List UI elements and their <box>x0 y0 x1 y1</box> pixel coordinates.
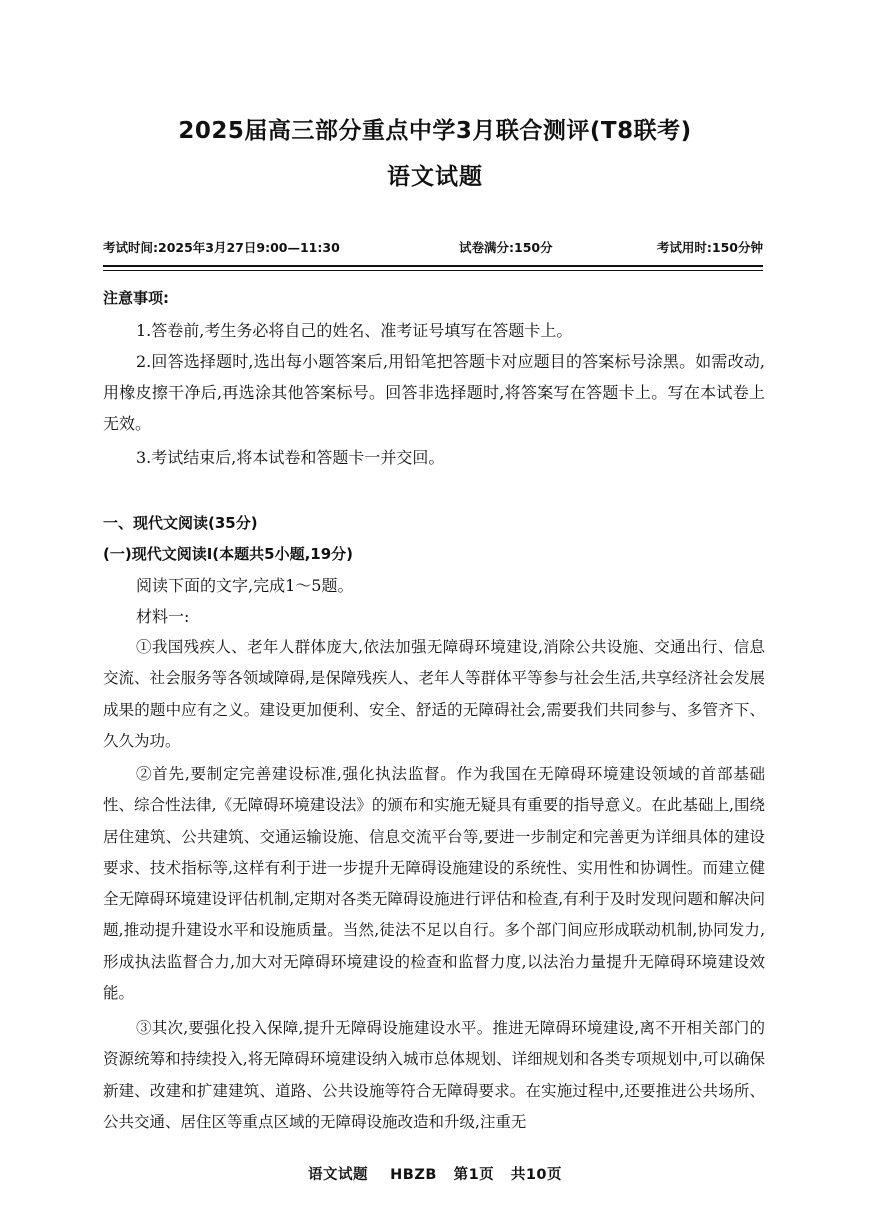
paragraph-3: ③其次,要强化投入保障,提升无障碍设施建设水平。推进无障碍环境建设,离不开相关部门的资源统筹和持续投入,将无障碍环境建设纳入城市总体规划、详细规划和各类专项规划中,可以确保新建、改建和扩建建筑、道路、公共设施等符合无障碍要求。在实施过程中,还要推进公共场所、公共交通、居住区等重点区域的无障碍设施改造和升级,注重无 <box>103 1019 765 1131</box>
exam-duration: 考试用时:150分钟 <box>656 240 763 255</box>
divider-thick <box>103 265 763 267</box>
footer-subject: 语文试题 <box>307 1167 368 1183</box>
page-footer <box>0 1163 870 1184</box>
reading-instruction: 阅读下面的文字,完成1～5题。 <box>136 576 354 595</box>
notice-item-1: 1.答卷前,考生务必将自己的姓名、准考证号填写在答题卡上。 <box>136 321 573 340</box>
material-label: 材料一: <box>136 607 190 626</box>
section-heading: 一、现代文阅读(35分) <box>103 514 258 532</box>
subsection-heading: (一)现代文阅读Ⅰ(本题共5小题,19分) <box>103 545 354 563</box>
subject-title: 语文试题 <box>387 164 483 190</box>
footer-total: 共10页 <box>510 1167 563 1183</box>
exam-time: 考试时间:2025年3月27日9:00—11:30 <box>103 240 340 255</box>
notice-item-3: 3.考试结束后,将本试卷和答题卡一并交回。 <box>136 448 445 467</box>
paragraph-2: ②首先,要制定完善建设标准,强化执法监督。作为我国在无障碍环境建设领域的首部基础性、综合性法律,《无障碍环境建设法》的颁布和实施无疑具有重要的指导意义。在此基础上,围绕居住建筑、公共建筑、交通运输设施、信息交流平台等,要进一步制定和完善更为详细具体的建设要求、技术指标等,这样有利于进一步提升无障碍设施建设的系统性、实用性和协调性。而建立健全无障碍环境建设评估机制,定期对各类无障碍设施进行评估和检查,有利于及时发现问题和解决问题,推动提升建设水平和设施质量。当然,徒法不足以自行。多个部门间应形成联动机制,协同发力,形成执法监督合力,加大对无障碍环境建设的检查和监督力度,以法治力量提升无障碍环境建设效能。 <box>103 765 765 1003</box>
footer-code: HBZB <box>390 1167 437 1183</box>
exam-info-row <box>103 238 763 258</box>
paragraph-1: ①我国残疾人、老年人群体庞大,依法加强无障碍环境建设,消除公共设施、交通出行、信息交流、社会服务等各领域障碍,是保障残疾人、老年人等群体平等参与社会生活,共享经济社会发展成果的题中应有之义。建设更加便利、安全、舒适的无障碍社会,需要我们共同参与、多管齐下、久久为功。 <box>103 638 765 750</box>
exam-title: 2025届高三部分重点中学3月联合测评(T8联考) <box>178 118 692 144</box>
divider-thin <box>103 270 763 271</box>
notice-item-2: 2.回答选择题时,选出每小题答案后,用铅笔把答题卡对应题目的答案标号涂黑。如需改动,用橡皮擦干净后,再选涂其他答案标号。回答非选择题时,将答案写在答题卡上。写在本试卷上无效。 <box>103 352 765 433</box>
full-score: 试卷满分:150分 <box>459 240 553 255</box>
notice-title: 注意事项: <box>103 289 169 307</box>
footer-page: 第1页 <box>453 1167 495 1183</box>
